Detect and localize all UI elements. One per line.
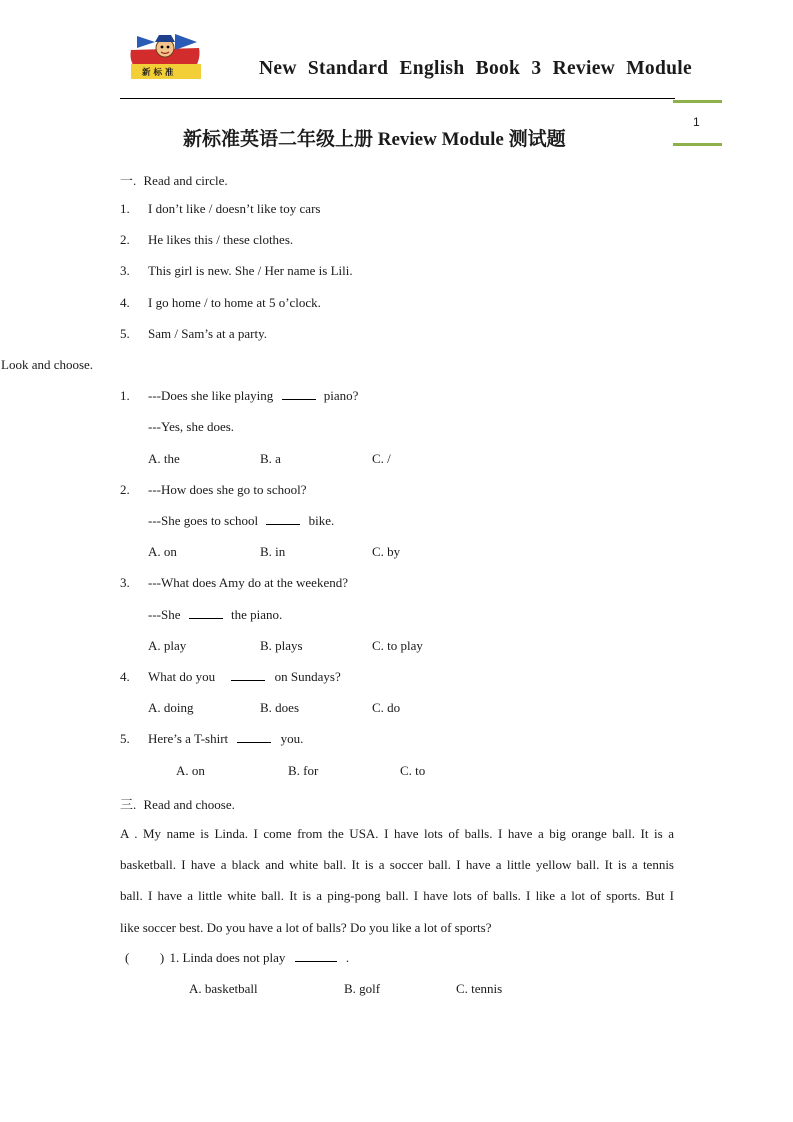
section1-heading	[120, 170, 228, 189]
passage-line: basketball. I have a black and white ball. It is a soccer ball. I have a little yellow ball. It is a tennis	[120, 857, 674, 872]
question-text: piano?	[323, 388, 359, 403]
question-prompt	[148, 388, 358, 404]
question-number: 3.	[120, 575, 130, 590]
answer-blank[interactable]	[266, 513, 300, 525]
section1-item-num: 5.	[120, 326, 130, 341]
answer-bracket-close: )	[159, 950, 165, 965]
passage-line: ball. I have a little white ball. It is a ping-pong ball. I have lots of balls. I like a lot of sports. But I	[120, 888, 674, 903]
question-text: bike.	[308, 513, 335, 528]
answer-blank[interactable]	[282, 388, 316, 400]
section3-heading	[120, 794, 235, 813]
question-number: 5.	[120, 731, 130, 746]
question-text: ---How does she go to school?	[148, 482, 307, 497]
publisher-logo	[127, 30, 203, 82]
option-a[interactable]: A. basketball	[189, 981, 258, 996]
option-a[interactable]: A. doing	[148, 700, 194, 715]
question-number: 2.	[120, 482, 130, 497]
section1-heading-text: Read and circle.	[143, 173, 228, 188]
question-text: What do you	[148, 669, 216, 684]
answer-blank[interactable]	[189, 607, 223, 619]
option-c[interactable]: C. /	[372, 451, 391, 466]
question-text: ---What does Amy do at the weekend?	[148, 575, 348, 590]
option-c[interactable]: C. to	[400, 763, 426, 778]
question-text: the piano.	[231, 607, 283, 622]
option-a[interactable]: A. on	[176, 763, 205, 778]
answer-blank[interactable]	[231, 669, 265, 681]
option-b[interactable]: B. a	[260, 451, 281, 466]
section1-item-num: 1.	[120, 201, 130, 216]
question-prompt	[148, 669, 341, 685]
section2-heading: Look and choose.	[1, 357, 94, 372]
page-number-rule-top	[673, 100, 722, 103]
question-text: ---Does she like playing	[148, 388, 274, 403]
answer-blank[interactable]	[295, 950, 337, 962]
question-prompt	[148, 513, 334, 529]
question-text: you.	[280, 731, 304, 746]
section1-item-text: This girl is new. She / Her name is Lili.	[148, 263, 353, 278]
question-number: 1.	[120, 388, 130, 403]
question-text: .	[345, 950, 350, 965]
section1-item-num: 3.	[120, 263, 130, 278]
answer-bracket-open: (	[125, 950, 130, 965]
logo-text: 新 标 准	[142, 68, 174, 78]
reading-question	[125, 950, 349, 966]
question-prompt	[148, 731, 303, 747]
section1-item-text: I go home / to home at 5 o’clock.	[148, 295, 321, 310]
question-text: Here’s a T-shirt	[148, 731, 229, 746]
option-b[interactable]: B. golf	[344, 981, 381, 996]
page-number-rule-bottom	[673, 143, 722, 146]
header-divider	[120, 98, 675, 99]
question-text: ---She	[148, 607, 181, 622]
dialogue-reply: ---Yes, she does.	[148, 419, 235, 434]
option-c[interactable]: C. tennis	[456, 981, 503, 996]
option-a[interactable]: A. on	[148, 544, 177, 559]
section1-item-num: 2.	[120, 232, 130, 247]
option-a[interactable]: A. the	[148, 451, 180, 466]
section1-marker: 一.	[120, 173, 137, 188]
section1-item-text: Sam / Sam’s at a party.	[148, 326, 268, 341]
page-number: 1	[693, 115, 700, 129]
passage-line: like soccer best. Do you have a lot of balls? Do you like a lot of sports?	[120, 920, 492, 935]
question-text: on Sundays?	[274, 669, 341, 684]
question-text: ---She goes to school	[148, 513, 259, 528]
section3-marker: 三.	[120, 797, 137, 812]
passage-line: A . My name is Linda. I come from the USA. I have lots of balls. I have a big orange ball. It is a	[120, 826, 674, 841]
option-a[interactable]: A. play	[148, 638, 187, 653]
option-b[interactable]: B. plays	[260, 638, 303, 653]
document-title: 新标准英语二年级上册 Review Module 测试题	[183, 129, 566, 150]
option-b[interactable]: B. for	[288, 763, 319, 778]
header-title: New Standard English Book 3 Review Module	[259, 58, 692, 79]
section1-item-text: I don’t like / doesn’t like toy cars	[148, 201, 321, 216]
option-c[interactable]: C. by	[372, 544, 401, 559]
question-text: 1. Linda does not play	[169, 950, 286, 965]
option-c[interactable]: C. do	[372, 700, 401, 715]
section1-item-text: He likes this / these clothes.	[148, 232, 294, 247]
option-c[interactable]: C. to play	[372, 638, 423, 653]
question-number: 4.	[120, 669, 130, 684]
answer-blank[interactable]	[237, 731, 271, 743]
option-b[interactable]: B. does	[260, 700, 299, 715]
section1-item-num: 4.	[120, 295, 130, 310]
section3-heading-text: Read and choose.	[143, 797, 235, 812]
option-b[interactable]: B. in	[260, 544, 286, 559]
question-prompt	[148, 607, 282, 623]
